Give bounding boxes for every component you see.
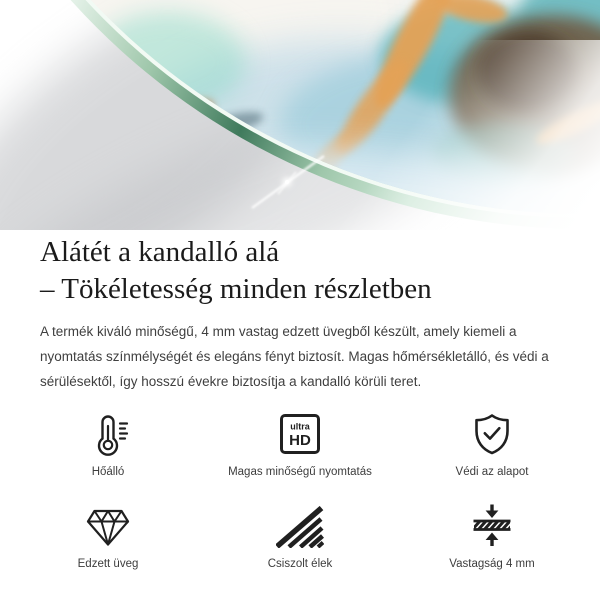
white-fade-overlay <box>330 40 600 230</box>
polished-edges-icon <box>276 506 324 548</box>
ultra-hd-text-top: ultra <box>290 421 310 432</box>
feature-label: Vastagság 4 mm <box>449 558 535 570</box>
page-title <box>40 234 560 308</box>
feature-heat-resistant <box>12 408 204 478</box>
feature-label: Csiszolt élek <box>267 558 333 570</box>
thickness-icon <box>470 502 514 548</box>
feature-label: Edzett üveg <box>77 558 139 570</box>
feature-thickness <box>396 500 588 570</box>
shield-check-icon <box>470 412 514 456</box>
feature-label: Védi az alapot <box>455 466 529 478</box>
description-section <box>0 234 600 570</box>
feature-label: Hőálló <box>91 466 125 478</box>
feature-print-quality <box>204 408 396 478</box>
ultra-hd-icon <box>278 412 322 456</box>
thermometer-icon <box>86 412 130 456</box>
feature-label: Magas minőségű nyomtatás <box>228 466 372 478</box>
feature-tempered-glass <box>12 500 204 570</box>
glass-mat-image <box>0 0 600 230</box>
product-photo <box>0 0 600 230</box>
page-title-line2: – Tökéletesség minden részletben <box>40 273 432 305</box>
product-description: A termék kiváló minőségű, 4 mm vastag edzett üvegből készült, amely kiemeli a nyomtatás színmélységét és elegáns fényt biztosít. Magas hőmérsékletálló, és védi a sérülésektől, így hosszú évekre biztosítja a kandalló körüli teret. <box>40 324 549 389</box>
ultra-hd-text-bottom: HD <box>289 432 311 449</box>
feature-grid <box>12 408 588 570</box>
feature-polished-edges <box>204 500 396 570</box>
diamond-icon <box>84 506 132 548</box>
page-title-line1: Alátét a kandalló alá <box>40 236 280 268</box>
feature-protects-base <box>396 408 588 478</box>
